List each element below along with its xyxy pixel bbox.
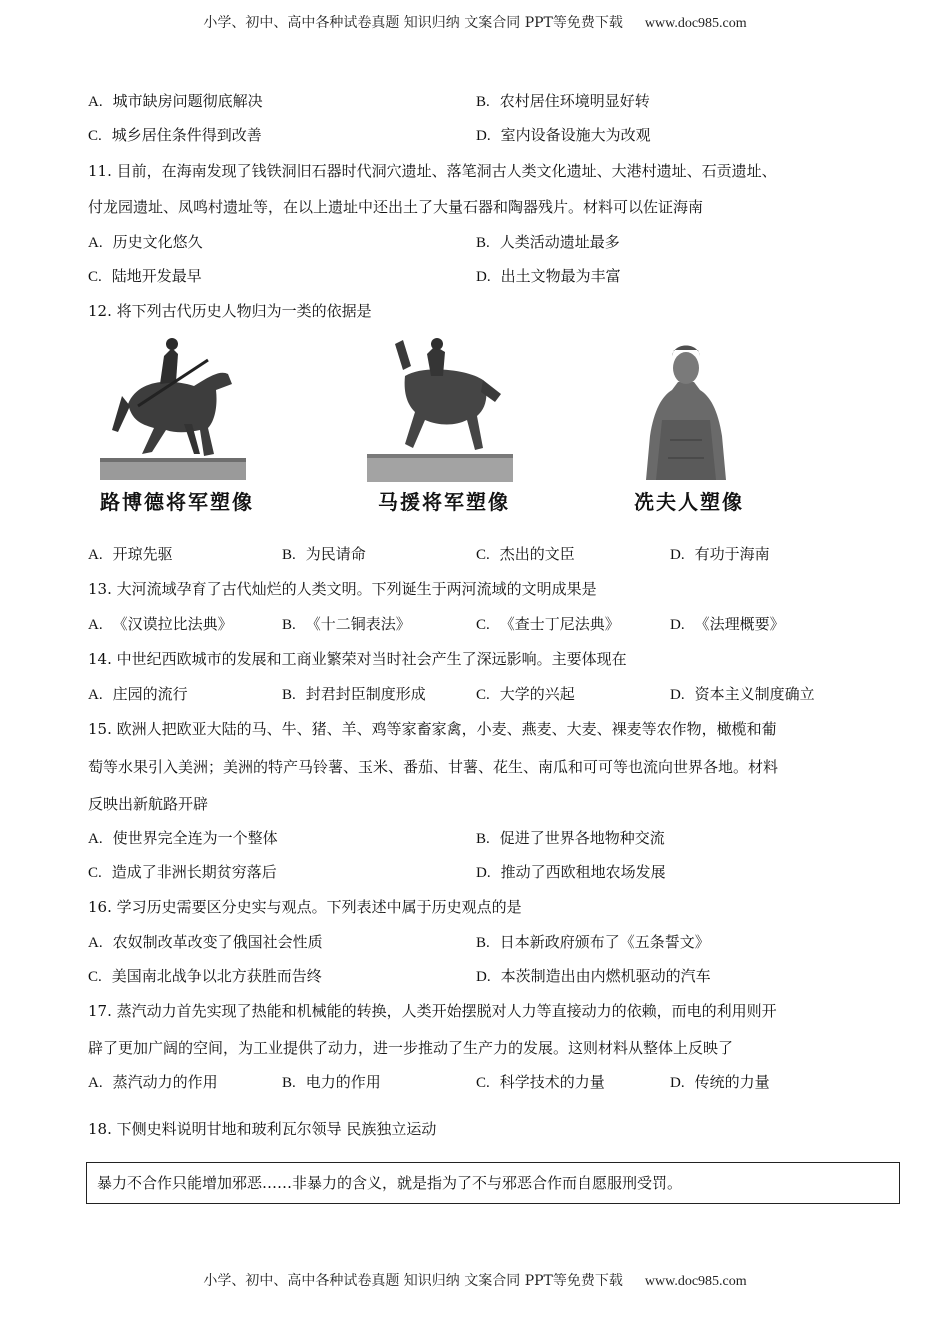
option-text: 农奴制改革改变了俄国社会性质 (112, 933, 323, 951)
option-text: 《十二铜表法》 (305, 615, 411, 633)
option-letter: A. (88, 935, 103, 951)
option-letter: C. (88, 865, 102, 881)
q18-stem: 18. 下侧史料说明甘地和玻利瓦尔领导 民族独立运动 (88, 1120, 437, 1138)
option-text: 美国南北战争以北方获胜而告终 (111, 967, 322, 985)
statue-image-lu-bode (98, 330, 248, 482)
q13-option-b[interactable] (282, 613, 411, 634)
option-letter: A. (88, 1075, 103, 1091)
q15-option-c[interactable] (88, 861, 277, 882)
q15-option-d[interactable] (476, 861, 666, 882)
q12-option-d[interactable] (670, 543, 770, 564)
option-text: 本茨制造出由内燃机驱动的汽车 (500, 967, 711, 985)
option-text: 开琼先驱 (112, 545, 173, 563)
q13-option-d[interactable] (670, 613, 785, 634)
option-text: 杰出的文臣 (499, 545, 575, 563)
option-text: 大学的兴起 (499, 685, 575, 703)
caption-ma-yuan: 马援将军塑像 (378, 490, 510, 514)
option-text: 《汉谟拉比法典》 (112, 615, 233, 633)
source-quote-text: 暴力不合作只能增加邪恶……非暴力的含义，就是指为了不与邪恶合作而自愿服刑受罚。 (97, 1174, 683, 1192)
option-text: 室内设备设施大为改观 (500, 126, 651, 144)
option-letter: D. (670, 617, 685, 633)
option-letter: B. (476, 235, 490, 251)
q17-option-a[interactable] (88, 1071, 218, 1092)
option-text: 陆地开发最早 (111, 267, 202, 285)
option-letter: B. (282, 687, 296, 703)
q16-option-b[interactable] (476, 931, 710, 952)
q17-option-d[interactable] (670, 1071, 770, 1092)
page-footer (0, 1270, 950, 1290)
option-letter: A. (88, 547, 103, 563)
q12-option-a[interactable] (88, 543, 173, 564)
statue-image-ma-yuan (365, 336, 515, 484)
option-text: 城乡居住条件得到改善 (111, 126, 262, 144)
option-text: 造成了非洲长期贫穷落后 (111, 863, 277, 881)
q17-stem-line-1: 17. 蒸汽动力首先实现了热能和机械能的转换，人类开始摆脱对人力等直接动力的依赖，而电的利用则开 (88, 1002, 777, 1020)
header-text: 小学、初中、高中各种试卷真题 知识归纳 文案合同 PPT等免费下载 (203, 15, 623, 31)
q11-option-a[interactable] (88, 231, 203, 252)
option-text: 使世界完全连为一个整体 (112, 829, 278, 847)
q13-option-c[interactable] (476, 613, 620, 634)
option-letter: D. (476, 269, 491, 285)
q15-stem-line-3: 反映出新航路开辟 (88, 795, 209, 813)
q15-stem-line-1: 15. 欧洲人把欧亚大陆的马、牛、猪、羊、鸡等家畜家禽，小麦、燕麦、大麦、裸麦等农作物，橄榄和葡 (88, 720, 777, 738)
option-text: 日本新政府颁布了《五条誓文》 (499, 933, 710, 951)
option-text: 为民请命 (305, 545, 366, 563)
option-letter: B. (282, 547, 296, 563)
page-header (0, 12, 950, 32)
option-letter: B. (476, 935, 490, 951)
option-text: 推动了西欧租地农场发展 (500, 863, 666, 881)
option-letter: C. (88, 969, 102, 985)
option-text: 传统的力量 (694, 1073, 770, 1091)
footer-text: 小学、初中、高中各种试卷真题 知识归纳 文案合同 PPT等免费下载 (203, 1273, 623, 1289)
q14-option-b[interactable] (282, 683, 426, 704)
option-letter: D. (476, 128, 491, 144)
source-quote-box (86, 1162, 900, 1204)
option-letter: B. (282, 1075, 296, 1091)
option-letter: D. (476, 865, 491, 881)
option-letter: A. (88, 235, 103, 251)
option-text: 促进了世界各地物种交流 (499, 829, 665, 847)
option-text: 有功于海南 (694, 545, 770, 563)
option-text: 资本主义制度确立 (694, 685, 815, 703)
option-letter: B. (282, 617, 296, 633)
option-text: 电力的作用 (305, 1073, 381, 1091)
option-letter: A. (88, 94, 103, 110)
q14-option-d[interactable] (670, 683, 815, 704)
option-letter: C. (476, 687, 490, 703)
q11-option-d[interactable] (476, 265, 621, 286)
caption-lu-bode: 路博德将军塑像 (100, 490, 254, 514)
option-letter: C. (476, 1075, 490, 1091)
q16-stem: 16. 学习历史需要区分史实与观点。下列表述中属于历史观点的是 (88, 898, 522, 916)
option-text: 农村居住环境明显好转 (499, 92, 650, 110)
option-letter: A. (88, 617, 103, 633)
option-letter: C. (476, 547, 490, 563)
option-text: 人类活动遗址最多 (499, 233, 620, 251)
header-site-link[interactable]: www.doc985.com (644, 16, 747, 31)
option-text: 科学技术的力量 (499, 1073, 605, 1091)
q11-option-c[interactable] (88, 265, 202, 286)
footer-site-link[interactable]: www.doc985.com (644, 1274, 747, 1289)
q17-stem-line-2: 辟了更加广阔的空间，为工业提供了动力，进一步推动了生产力的发展。这则材料从整体上反映了 (88, 1039, 734, 1057)
q10-option-c[interactable] (88, 124, 262, 145)
option-letter: D. (670, 547, 685, 563)
caption-xian-furen: 冼夫人塑像 (634, 490, 744, 514)
option-text: 蒸汽动力的作用 (112, 1073, 218, 1091)
option-text: 封君封臣制度形成 (305, 685, 426, 703)
option-letter: B. (476, 94, 490, 110)
option-text: 《法理概要》 (694, 615, 785, 633)
q14-option-c[interactable] (476, 683, 575, 704)
q15-option-b[interactable] (476, 827, 665, 848)
q10-option-d[interactable] (476, 124, 651, 145)
q16-option-c[interactable] (88, 965, 322, 986)
q12-stem: 12. 将下列古代历史人物归为一类的依据是 (88, 302, 372, 320)
q11-stem-line-2: 付龙园遗址、凤鸣村遗址等，在以上遗址中还出土了大量石器和陶器残片。材料可以佐证海南 (88, 198, 704, 216)
q13-stem: 13. 大河流域孕育了古代灿烂的人类文明。下列诞生于两河流域的文明成果是 (88, 580, 597, 598)
option-text: 《查士丁尼法典》 (499, 615, 620, 633)
option-letter: C. (88, 269, 102, 285)
q16-option-d[interactable] (476, 965, 711, 986)
option-text: 出土文物最为丰富 (500, 267, 621, 285)
q17-option-c[interactable] (476, 1071, 605, 1092)
option-letter: A. (88, 687, 103, 703)
option-letter: B. (476, 831, 490, 847)
q15-option-a[interactable] (88, 827, 278, 848)
q11-stem-line-1: 11. 目前，在海南发现了钱铁洞旧石器时代洞穴遗址、落笔洞古人类文化遗址、大港村遗址、石贡遗址、 (88, 162, 777, 180)
q11-option-b[interactable] (476, 231, 620, 252)
q13-option-a[interactable] (88, 613, 233, 634)
q10-option-a[interactable] (88, 90, 263, 111)
statue-image-xian-furen (638, 340, 734, 484)
option-letter: D. (670, 687, 685, 703)
q17-option-b[interactable] (282, 1071, 381, 1092)
option-letter: A. (88, 831, 103, 847)
option-letter: D. (670, 1075, 685, 1091)
q14-option-a[interactable] (88, 683, 188, 704)
option-text: 城市缺房问题彻底解决 (112, 92, 263, 110)
option-letter: C. (476, 617, 490, 633)
q10-option-b[interactable] (476, 90, 650, 111)
q15-stem-line-2: 萄等水果引入美洲；美洲的特产马铃薯、玉米、番茄、甘薯、花生、南瓜和可可等也流向世界各地。材料 (88, 758, 779, 776)
option-text: 庄园的流行 (112, 685, 188, 703)
option-letter: D. (476, 969, 491, 985)
q12-option-c[interactable] (476, 543, 575, 564)
option-letter: C. (88, 128, 102, 144)
option-text: 历史文化悠久 (112, 233, 203, 251)
q12-option-b[interactable] (282, 543, 366, 564)
q14-stem: 14. 中世纪西欧城市的发展和工商业繁荣对当时社会产生了深远影响。主要体现在 (88, 650, 627, 668)
q16-option-a[interactable] (88, 931, 323, 952)
